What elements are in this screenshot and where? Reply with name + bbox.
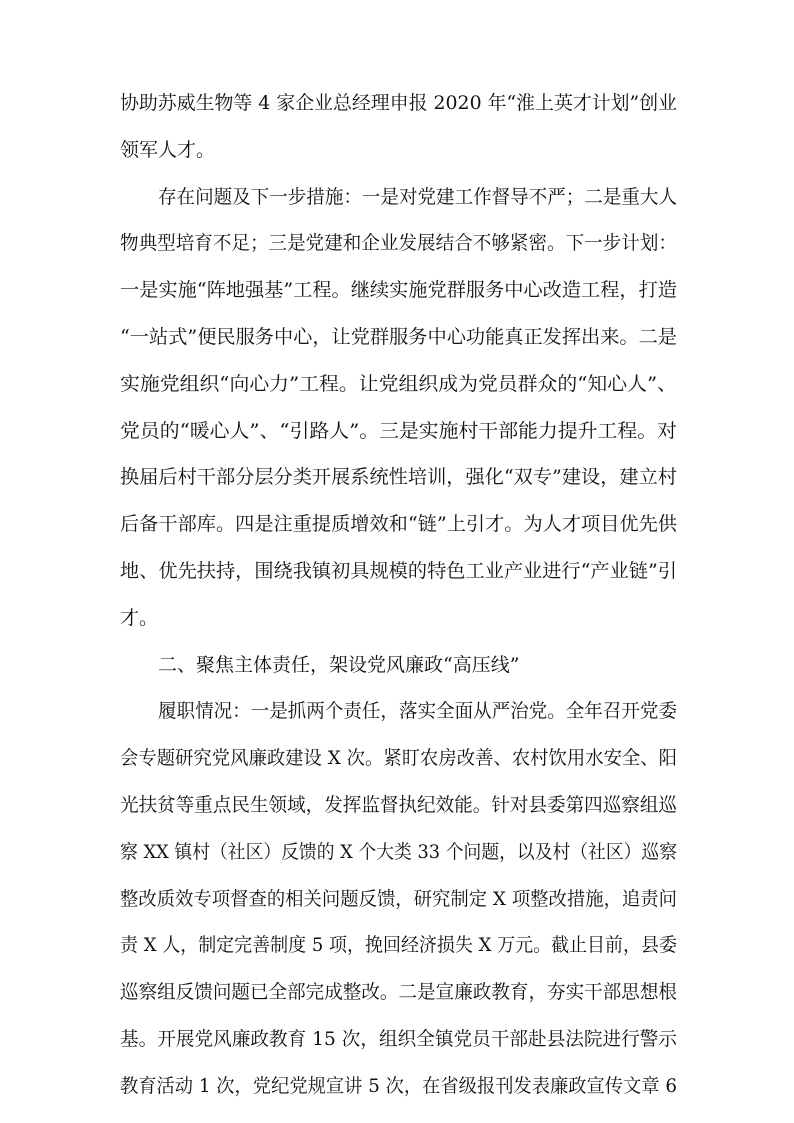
body-text: 整改质效专项督查的相关问题反馈，研究制定 X 项整改措施，追责问 <box>120 887 677 910</box>
body-text: 实施党组织“向心力”工程。让党组织成为党员群众的“知心人”、 <box>120 372 677 395</box>
body-line <box>0 228 794 258</box>
body-text: 巡察组反馈问题已全部完成整改。二是宣廉政教育，夯实干部思想根 <box>120 981 677 1004</box>
body-line <box>0 884 794 914</box>
body-text: 履职情况：一是抓两个责任，落实全面从严治党。全年召开党委 <box>158 700 677 723</box>
body-text: 会专题研究党风廉政建设 X 次。紧盯农房改善、农村饮用水安全、阳 <box>120 747 677 770</box>
body-line <box>0 977 794 1007</box>
body-line <box>0 790 794 820</box>
body-text: 存在问题及下一步措施：一是对党建工作督导不严；二是重大人 <box>158 185 677 208</box>
body-text: “一站式”便民服务中心，让党群服务中心功能真正发挥出来。二是 <box>120 326 677 348</box>
body-line <box>0 275 794 305</box>
body-line <box>0 135 794 165</box>
body-line <box>0 509 794 539</box>
body-line <box>0 603 794 633</box>
body-line <box>0 462 794 492</box>
body-line <box>0 837 794 867</box>
body-text: 地、优先扶持，围绕我镇初具规模的特色工业产业进行“产业链”引 <box>120 560 677 582</box>
body-text: 才。 <box>120 606 159 629</box>
body-line <box>0 696 794 726</box>
body-text: 换届后村干部分层分类开展系统性培训，强化“双专”建设，建立村 <box>120 466 677 489</box>
body-line <box>0 88 794 118</box>
body-line <box>0 1024 794 1054</box>
body-text: 物典型培育不足；三是党建和企业发展结合不够紧密。下一步计划： <box>120 232 677 255</box>
body-line <box>0 556 794 586</box>
section-heading-text: 二、聚焦主体责任，架设党风廉政“高压线” <box>158 653 520 676</box>
body-text: 党员的“暖心人”、“引路人”。三是实施村干部能力提升工程。对 <box>120 419 677 442</box>
body-line <box>0 930 794 960</box>
body-line <box>0 369 794 399</box>
body-line <box>0 743 794 773</box>
body-text: 领军人才。 <box>120 138 216 161</box>
body-text: 一是实施“阵地强基”工程。继续实施党群服务中心改造工程，打造 <box>120 279 677 302</box>
body-line <box>0 182 794 212</box>
body-line <box>0 322 794 352</box>
body-text: 基。开展党风廉政教育 15 次，组织全镇党员干部赴县法院进行警示 <box>120 1028 677 1050</box>
body-line <box>0 416 794 446</box>
body-text: 后备干部库。四是注重提质增效和“链”上引才。为人才项目优先供 <box>120 513 677 536</box>
body-line <box>0 1071 794 1101</box>
body-text: 责 X 人，制定完善制度 5 项，挽回经济损失 X 万元。截止目前，县委 <box>120 934 677 957</box>
body-text: 察 XX 镇村（社区）反馈的 X 个大类 33 个问题，以及村（社区）巡察 <box>120 840 677 863</box>
section-heading <box>0 650 794 680</box>
body-text: 协助苏威生物等 4 家企业总经理申报 2020 年“淮上英才计划”创业 <box>120 92 677 114</box>
body-text: 光扶贫等重点民生领域，发挥监督执纪效能。针对县委第四巡察组巡 <box>120 794 677 816</box>
body-text: 教育活动 1 次，党纪党规宣讲 5 次，在省级报刊发表廉政宣传文章 6 <box>120 1074 677 1097</box>
